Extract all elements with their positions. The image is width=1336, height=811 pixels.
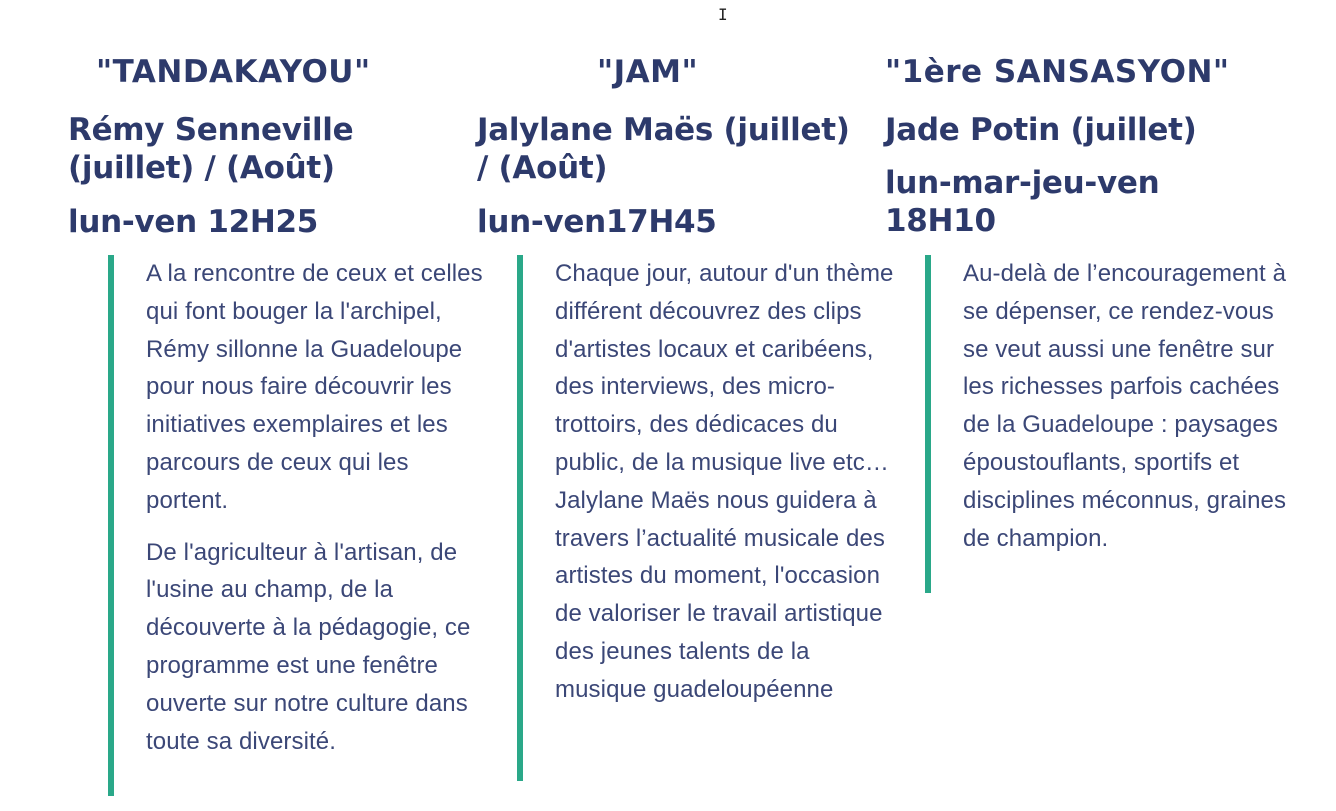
show-host: Jalylane Maës (juillet) / (Août)	[477, 112, 850, 186]
show-description	[925, 255, 1303, 593]
show-title: "1ère SANSASYON"	[885, 53, 1230, 90]
description-paragraph: De l'agriculteur à l'artisan, de l'usine au champ, de la découverte à la pédagogie, ce programme est une fenêtre ouverte sur notre culture dans toute sa diversité.	[146, 538, 471, 755]
show-schedule: lun-mar-jeu-ven 18H10	[885, 165, 1160, 239]
description-paragraph: Chaque jour, autour d'un thème différent découvrez des clips d'artistes locaux et caribéens, des interviews, des micro-trottoirs, des dédicaces du public, de la musique live etc…Jalylane Maës nous guidera à travers l’actualité musicale des artistes du moment, l'occasion de valoriser le travail artistique des jeunes talents de la musique guadeloupéenne	[555, 260, 894, 703]
show-title: "TANDAKAYOU"	[96, 53, 371, 90]
show-host: Jade Potin (juillet)	[885, 112, 1197, 148]
description-paragraph: A la rencontre de ceux et celles qui font bouger la l'archipel, Rémy sillonne la Guadeloupe pour nous faire découvrir les initiatives exemplaires et les parcours de ceux qui les portent.	[146, 260, 483, 514]
show-schedule: lun-ven17H45	[477, 204, 717, 240]
show-schedule: lun-ven 12H25	[68, 204, 319, 240]
text-cursor-icon: I	[718, 5, 728, 24]
show-host: Rémy Senneville (juillet) / (Août)	[68, 112, 354, 186]
show-description	[517, 255, 895, 781]
show-description	[108, 255, 486, 796]
description-paragraph: Au-delà de l’encouragement à se dépenser, ce rendez-vous se veut aussi une fenêtre sur les richesses parfois cachées de la Guadeloupe : paysages époustouflants, sportifs et disciplines méconnus, graines de champion.	[963, 260, 1287, 552]
show-title: "JAM"	[597, 53, 699, 90]
